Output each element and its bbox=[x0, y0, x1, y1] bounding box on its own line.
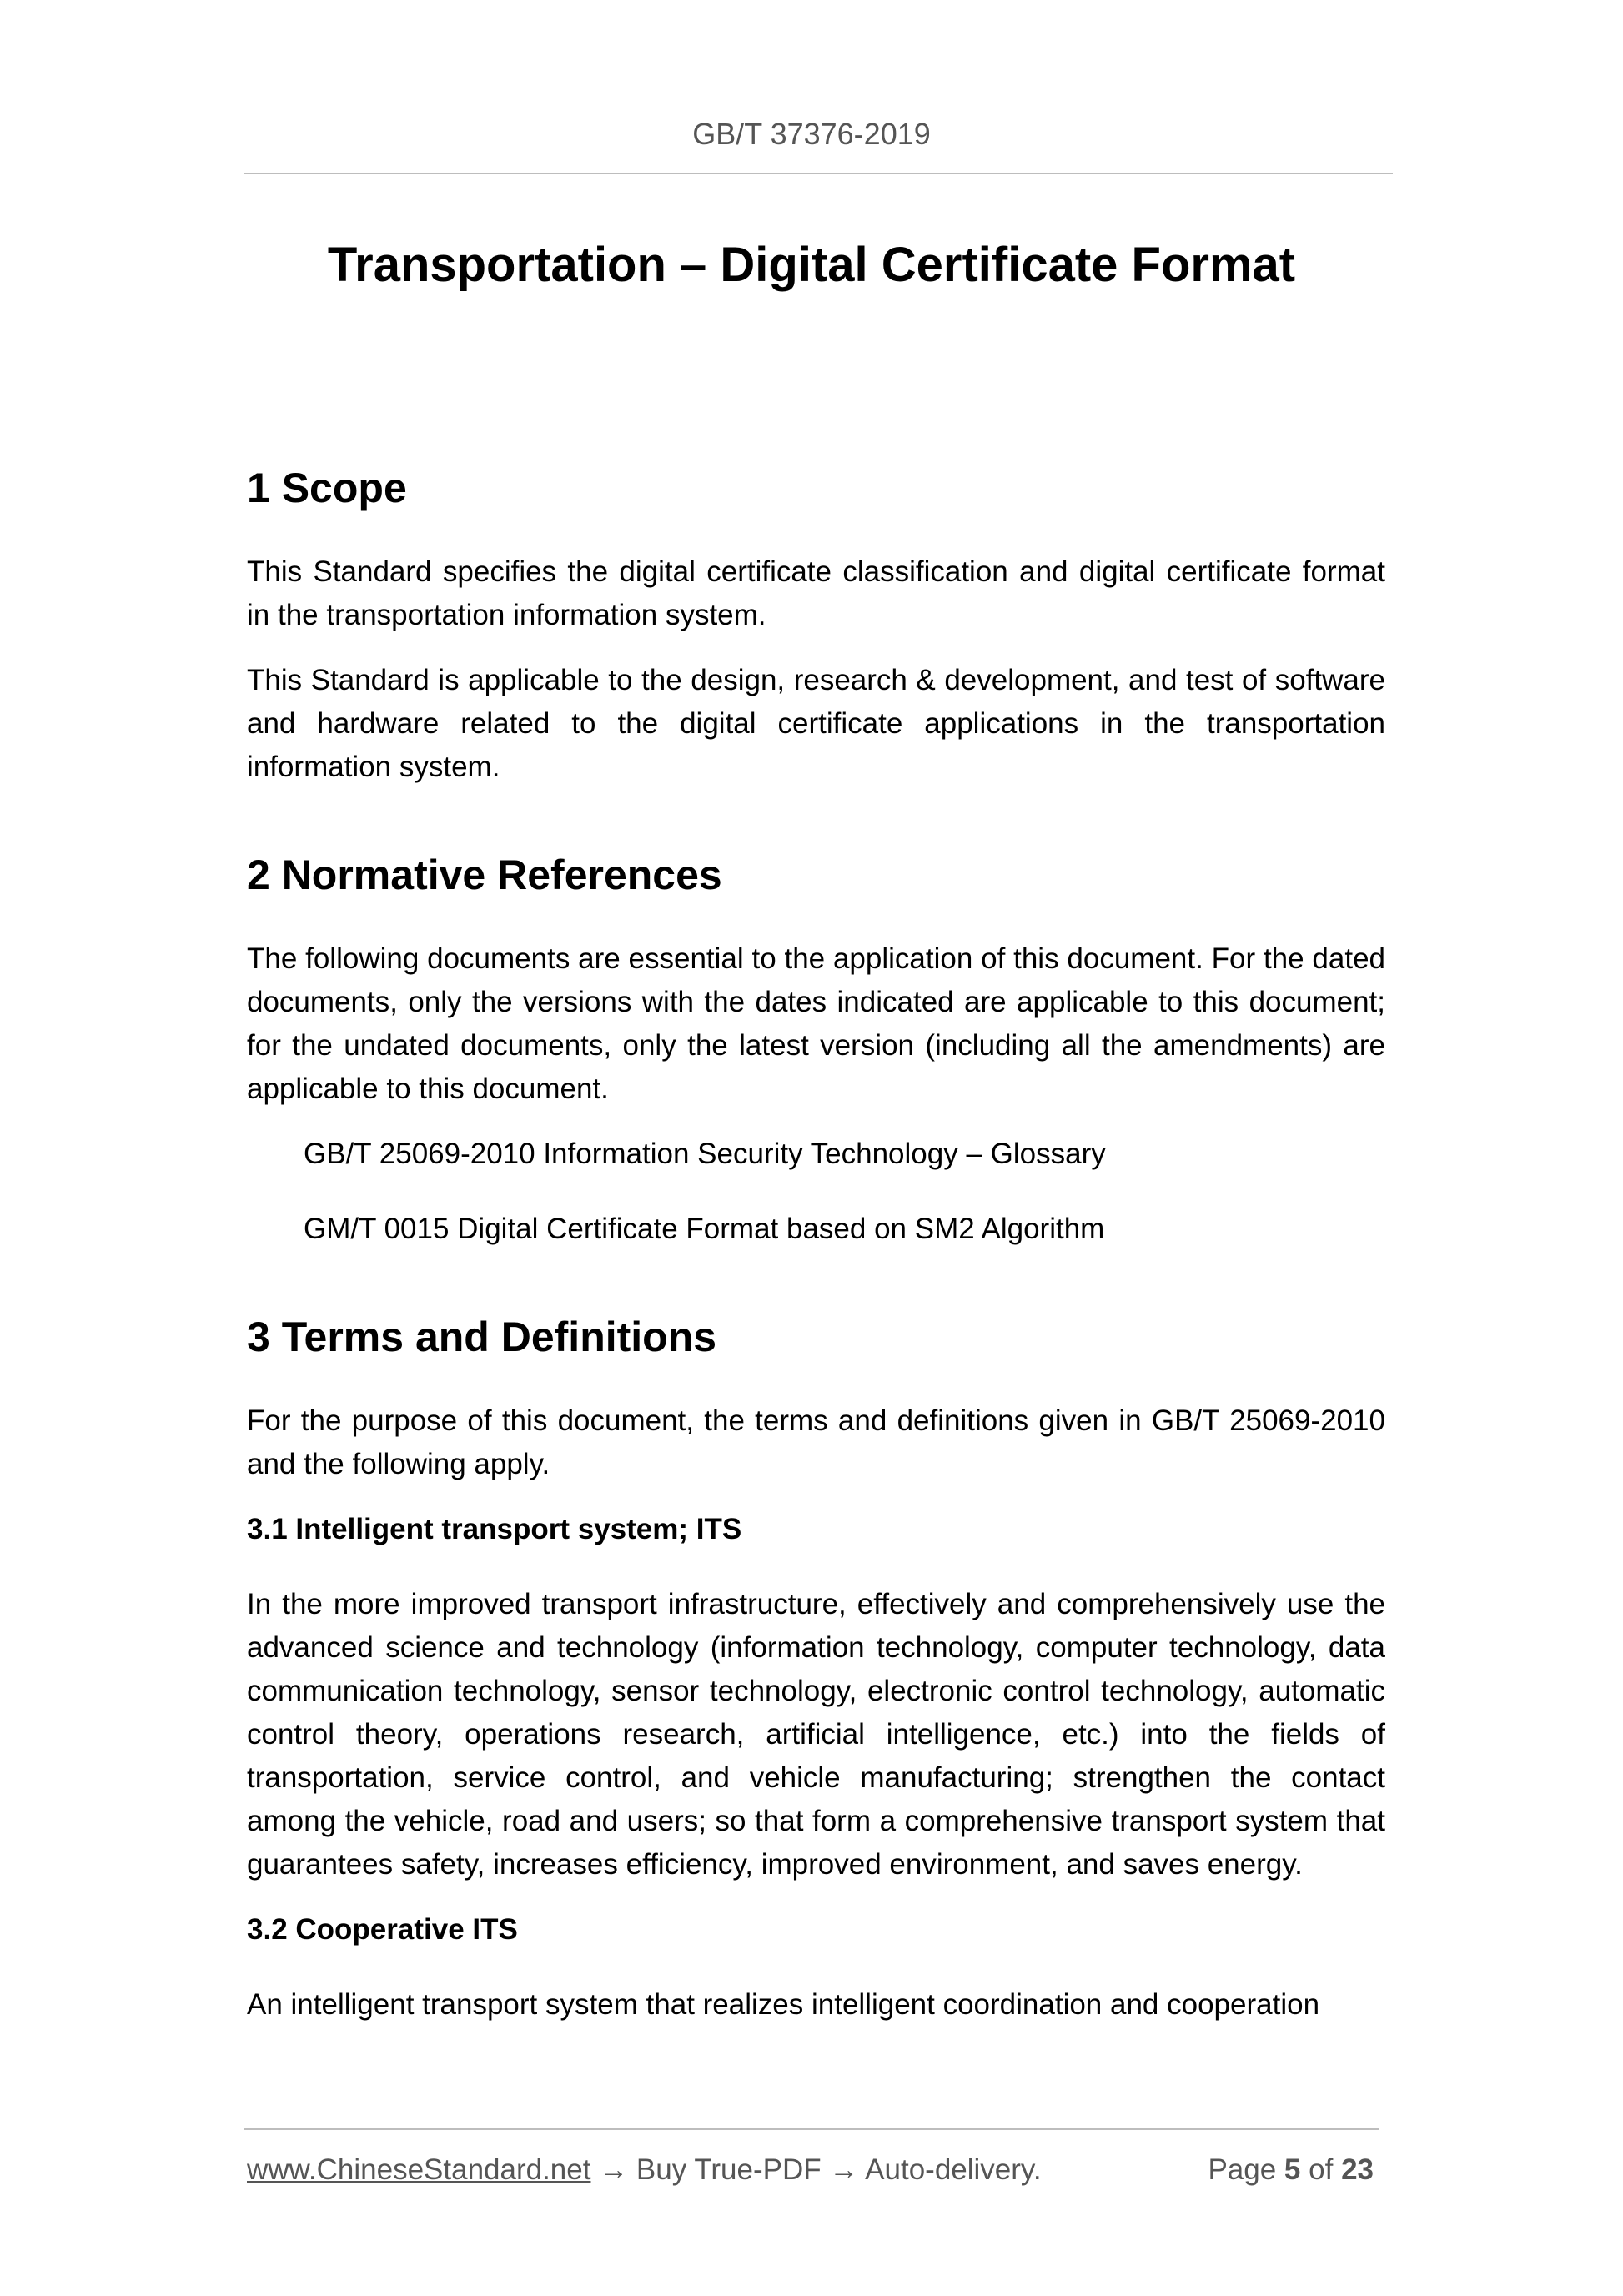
section-heading-terms-definitions: 3 Terms and Definitions bbox=[247, 1314, 717, 1360]
current-page-number: 5 bbox=[1284, 2153, 1301, 2186]
page-indicator bbox=[1208, 2150, 1374, 2190]
footer-promo-text: → Buy True-PDF → Auto-delivery. bbox=[590, 2153, 1042, 2186]
footer-divider bbox=[244, 2128, 1379, 2130]
document-title: Transportation – Digital Certificate Format bbox=[327, 238, 1296, 292]
references-paragraph: The following documents are essential to the application of this document. For the dated documents, only the versions with the dates indicated are applicable to this document; for the undated documents, only the latest version (including all the amendments) are applicable to this document. bbox=[247, 942, 1385, 1105]
footer-promo bbox=[247, 2150, 1042, 2190]
term-heading-its: 3.1 Intelligent transport system; ITS bbox=[247, 1513, 742, 1545]
section-heading-normative-references: 2 Normative References bbox=[247, 852, 722, 898]
terms-intro-paragraph: For the purpose of this document, the terms and definitions given in GB/T 25069-2010 and the following apply. bbox=[247, 1404, 1385, 1480]
term-heading-cooperative-its: 3.2 Cooperative ITS bbox=[247, 1913, 518, 1946]
header-standard-code: GB/T 37376-2019 bbox=[692, 117, 931, 151]
header-divider bbox=[244, 173, 1393, 174]
document-body bbox=[247, 450, 1385, 2027]
of-label: of bbox=[1309, 2153, 1334, 2186]
reference-item: GB/T 25069-2010 Information Security Technology – Glossary bbox=[304, 1138, 1106, 1170]
page-label: Page bbox=[1208, 2153, 1277, 2186]
chinesestandard-link[interactable]: www.ChineseStandard.net bbox=[247, 2153, 591, 2186]
reference-item: GM/T 0015 Digital Certificate Format based on SM2 Algorithm bbox=[304, 1213, 1105, 1245]
scope-paragraph-2: This Standard is applicable to the design, research & development, and test of software and hardware related to the digital certificate applications in the transportation information system. bbox=[247, 664, 1385, 783]
scope-paragraph-1: This Standard specifies the digital certificate classification and digital certificate format in the transportation information system. bbox=[247, 555, 1385, 631]
total-page-number: 23 bbox=[1341, 2153, 1374, 2186]
term-definition-cooperative-its: An intelligent transport system that realizes intelligent coordination and cooperation bbox=[247, 1988, 1320, 2021]
term-definition-its: In the more improved transport infrastructure, effectively and comprehensively use the advanced science and technology (information technology, computer technology, data communication technology, sensor technology, electronic control technology, automatic control theory, operations research, artificial intelligence, etc.) into the fields of transportation, service control, and vehicle manufacturing; strengthen the contact among the vehicle, road and users; so that form a comprehensive transport system that guarantees safety, increases efficiency, improved environment, and saves energy. bbox=[247, 1588, 1385, 1881]
section-heading-scope: 1 Scope bbox=[247, 465, 407, 511]
